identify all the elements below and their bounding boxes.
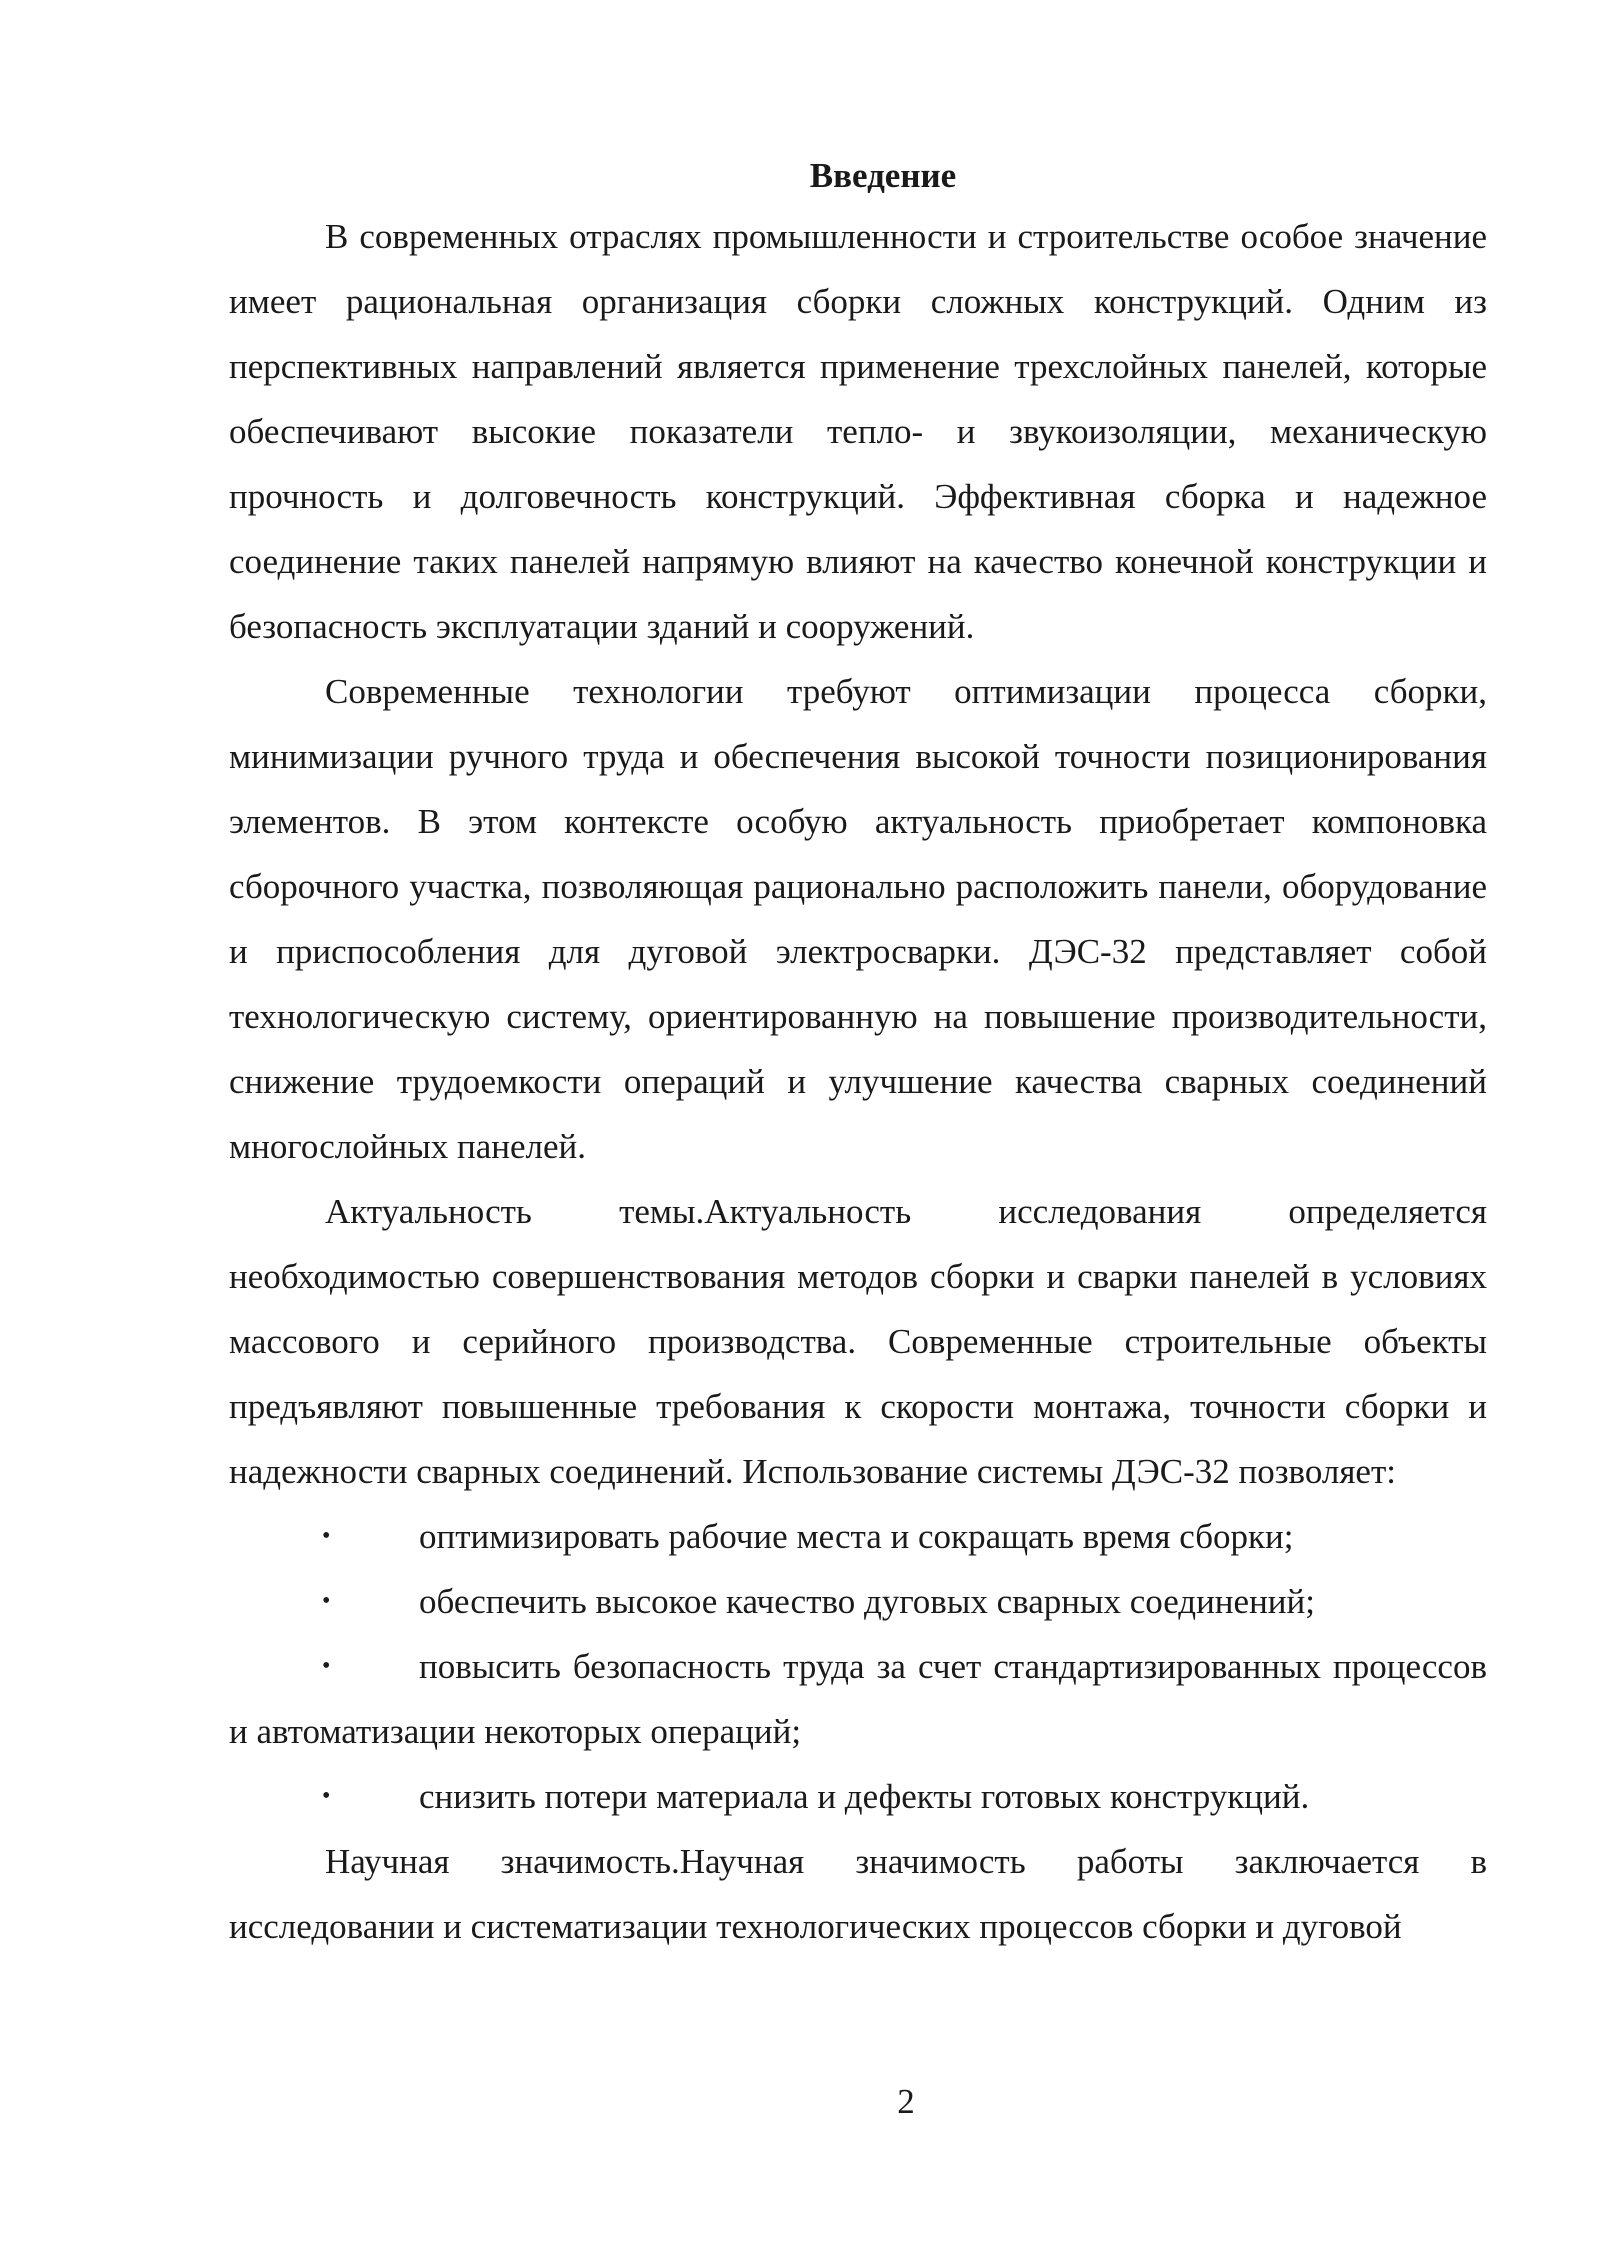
scientific-significance-paragraph: Научная значимость.Научная значимость работы заключается в исследовании и систематизации технологических процессов сборки и дуговой bbox=[229, 1842, 1487, 1946]
bullet-icon: • bbox=[322, 1523, 331, 1549]
intro-paragraph-2: Современные технологии требуют оптимизации процесса сборки, минимизации ручного труда и обеспечения высокой точности позиционирования элементов. В этом контексте особую актуальность приобретает компоновка сборочного участка, позволяющая рационально расположить панели, оборудование и приспособления для дуговой электросварки. ДЭС-32 представляет собой технологическую систему, ориентированную на повышение производительности, снижение трудоемкости операций и улучшение качества сварных соединений многослойных панелей. bbox=[229, 672, 1487, 1166]
list-item-text: обеспечить высокое качество дуговых сварных соединений; bbox=[419, 1582, 1315, 1621]
bullet-icon: • bbox=[322, 1588, 331, 1614]
page-body bbox=[229, 148, 1487, 1959]
page-number: 2 bbox=[897, 2082, 915, 2121]
list-item bbox=[229, 1504, 1487, 1569]
list-item bbox=[229, 1569, 1487, 1634]
bullet-icon: • bbox=[322, 1653, 331, 1679]
list-item bbox=[229, 1634, 1487, 1764]
list-item-text: снизить потери материала и дефекты готовых конструкций. bbox=[419, 1777, 1310, 1816]
section-title: Введение bbox=[809, 156, 957, 195]
list-item-text: оптимизировать рабочие места и сокращать время сборки; bbox=[419, 1517, 1294, 1556]
bullet-icon: • bbox=[322, 1783, 331, 1809]
relevance-paragraph: Актуальность темы.Актуальность исследования определяется необходимостью совершенствования методов сборки и сварки панелей в условиях массового и серийного производства. Современные строительные объекты предъявляют повышенные требования к скорости монтажа, точности сборки и надежности сварных соединений. Использование системы ДЭС-32 позволяет: bbox=[229, 1192, 1487, 1491]
list-item bbox=[229, 1764, 1487, 1829]
intro-paragraph-1: В современных отраслях промышленности и строительстве особое значение имеет рациональная организация сборки сложных конструкций. Одним из перспективных направлений является применение трехслойных панелей, которые обеспечивают высокие показатели тепло- и звукоизоляции, механическую прочность и долговечность конструкций. Эффективная сборка и надежное соединение таких панелей напрямую влияют на качество конечной конструкции и безопасность эксплуатации зданий и сооружений. bbox=[229, 217, 1487, 646]
benefits-list bbox=[229, 1504, 1487, 1829]
list-item-text: повысить безопасность труда за счет стандартизированных процессов и автоматизации некоторых операций; bbox=[229, 1647, 1487, 1751]
